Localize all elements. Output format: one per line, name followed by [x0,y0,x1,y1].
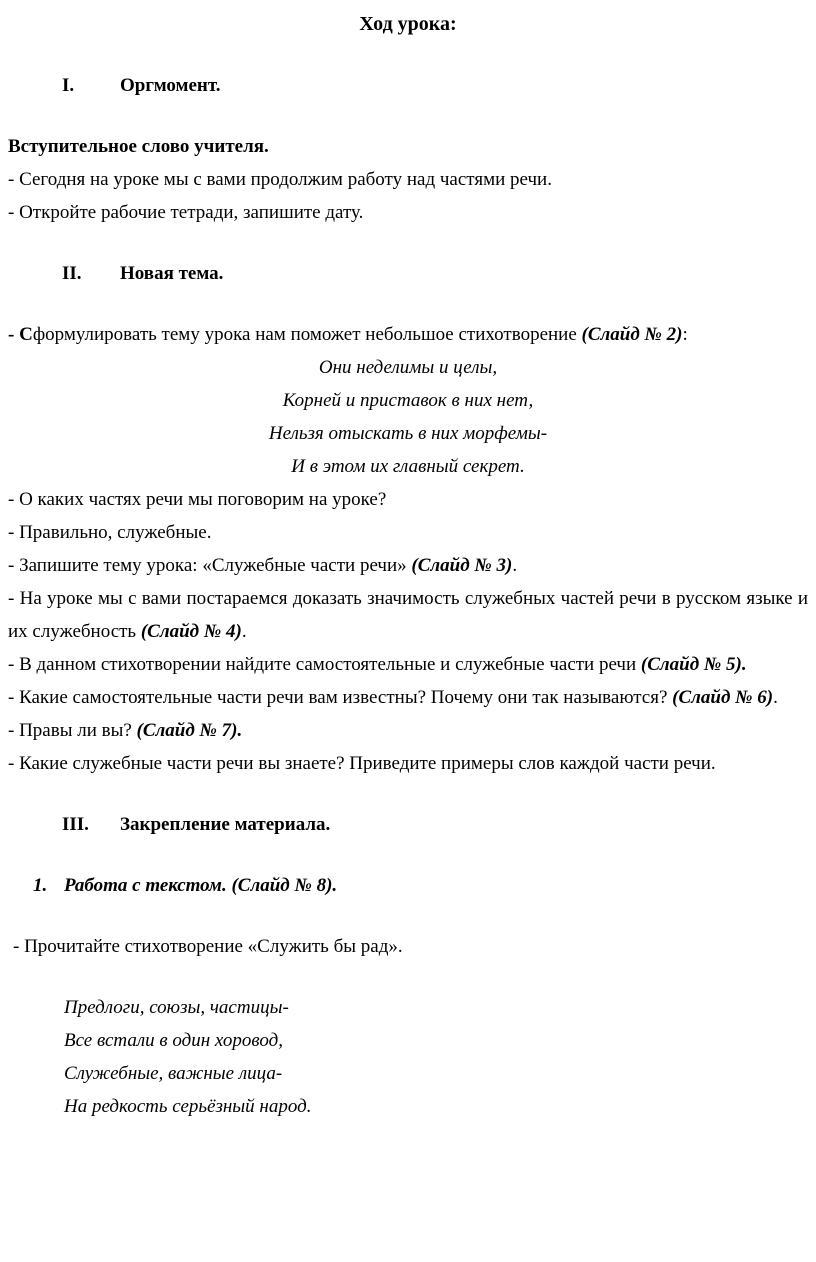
section-1-heading [8,69,808,102]
poem-2-line-2: Все встали в один хоровод, [64,1030,283,1051]
slide-ref-5: (Слайд № 5). [640,654,747,675]
section-1-subheading: Вступительное слово учителя. [8,136,269,157]
poem-2-line-4: На редкость серьёзный народ. [64,1096,312,1117]
intro-text: формулировать тему урока нам поможет небольшое стихотворение [32,324,582,345]
section-2-number: II. [62,263,82,284]
poem-1-line-4: И в этом их главный секрет. [291,456,525,477]
poem-1-line-1: Они неделимы и целы, [318,357,498,378]
paragraph-question-7 [8,714,808,747]
section-3-title: Закрепление материала. [120,814,331,835]
poem-2 [8,991,808,1123]
poem-1-line-2: Корней и приставок в них нет, [282,390,534,411]
paragraph-question-1: - О каких частях речи мы поговорим на уроке? [8,489,387,510]
poem-2-line-3: Служебные, важные лица- [64,1063,283,1084]
paragraph-read-poem: - Прочитайте стихотворение «Служить бы рад». [13,936,403,957]
task-1-title: Работа с текстом. (Слайд № 8). [64,875,338,896]
slide-ref-7: (Слайд № 7). [136,720,243,741]
slide-ref-3: (Слайд № 3) [411,555,513,576]
paragraph-teacher-line-1: - Сегодня на уроке мы с вами продолжим работу над частями речи. [8,169,552,190]
section-2-heading [8,257,808,290]
paragraph-intro-poem [8,318,808,351]
section-3-heading [8,808,808,841]
task-1-item [8,869,808,902]
paragraph-question-3 [8,549,808,582]
slide-ref-2: (Слайд № 2) [581,324,683,345]
question-7-text: - Правы ли вы? [8,720,137,741]
intro-tail: : [682,324,688,345]
section-2-title: Новая тема. [120,263,224,284]
intro-lead: - С [8,324,33,345]
question-3-tail: . [512,555,518,576]
paragraph-question-2: - Правильно, служебные. [8,522,212,543]
section-1-title: Оргмомент. [120,75,221,96]
section-1-number: I. [62,75,75,96]
task-1-number: 1. [33,875,48,896]
question-4-text: - На уроке мы с вами постараемся доказать значимость служебных частей речи в русском языке и их служебность [8,588,808,642]
poem-1 [8,351,808,483]
slide-ref-4: (Слайд № 4) [140,621,242,642]
question-4-tail: . [241,621,247,642]
question-6-text: - Какие самостоятельные части речи вам известны? Почему они так называются? [8,687,673,708]
paragraph-question-6 [8,681,808,714]
poem-1-line-3: Нельзя отыскать в них морфемы- [268,423,548,444]
section-3-number: III. [62,814,89,835]
document-title: Ход урока: [359,13,457,35]
slide-ref-6: (Слайд № 6) [672,687,774,708]
question-3-text: - Запишите тему урока: «Служебные части речи» [8,555,412,576]
paragraph-question-4 [8,582,808,648]
paragraph-teacher-line-2: - Откройте рабочие тетради, запишите дату. [8,202,364,223]
question-5-text: - В данном стихотворении найдите самостоятельные и служебные части речи [8,654,641,675]
question-6-tail: . [773,687,778,708]
paragraph-question-8: - Какие служебные части речи вы знаете? Приведите примеры слов каждой части речи. [8,753,716,774]
poem-2-line-1: Предлоги, союзы, частицы- [64,997,289,1018]
paragraph-question-5 [8,648,808,681]
